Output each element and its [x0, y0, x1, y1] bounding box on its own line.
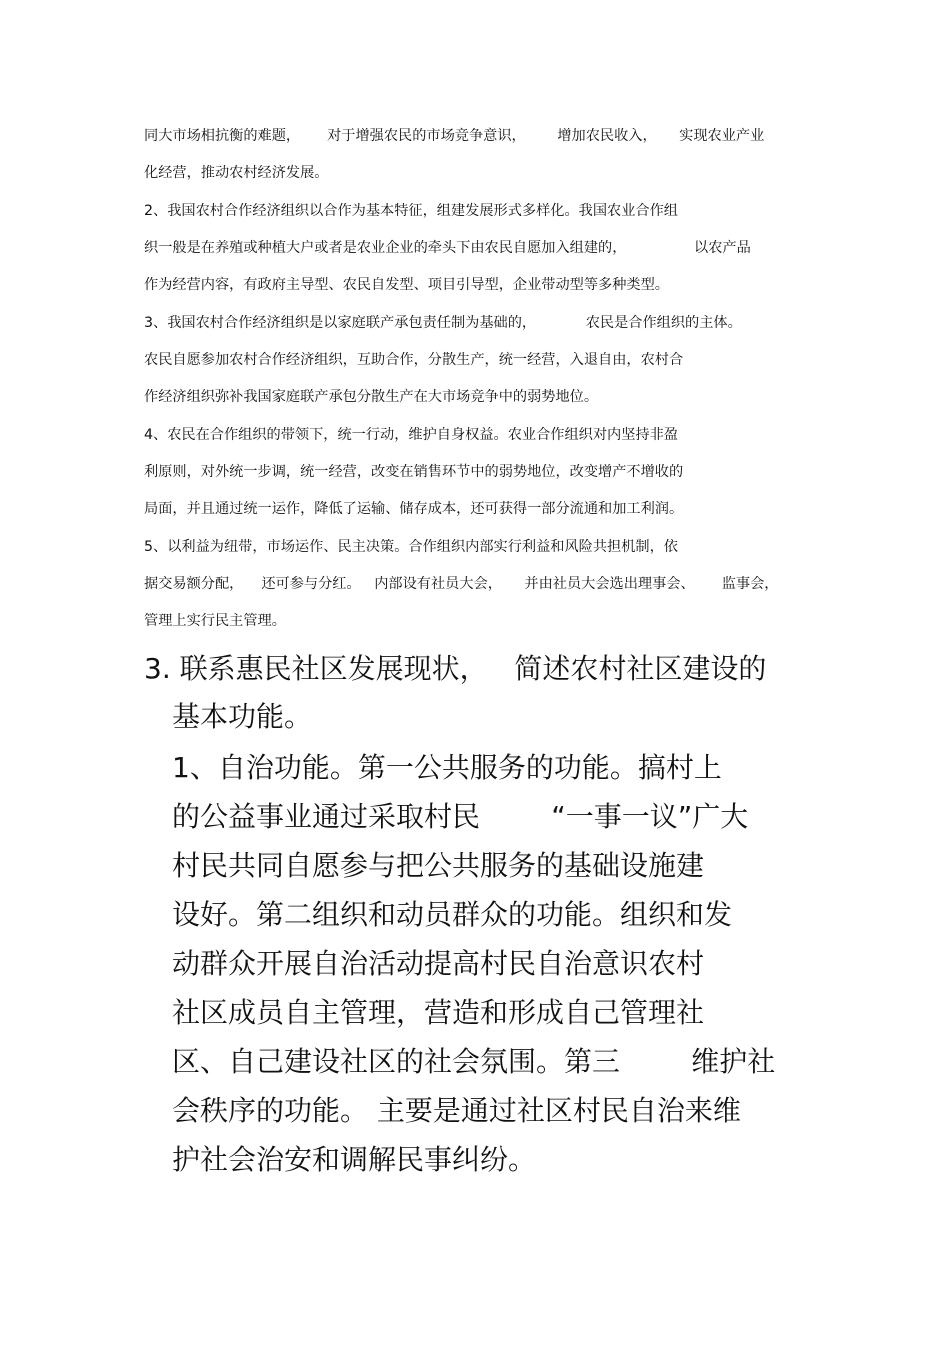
- answer-line: 护社会治安和调解民事纠纷。: [172, 1143, 537, 1176]
- answer-line: 动群众开展自治活动提高村民自治意识农村: [172, 947, 705, 980]
- paragraph-line: 5、以利益为纽带，市场运作、民主决策。合作组织内部实行利益和风险共担机制，依: [144, 539, 678, 555]
- paragraph-line: 4、农民在合作组织的带领下，统一行动，维护自身权益。农业合作组织对内坚持非盈: [144, 427, 678, 443]
- paragraph-line: 3、我国农村合作经济组织是以家庭联产承包责任制为基础的， 农民是合作组织的主体。: [144, 315, 742, 331]
- paragraph-line: 作经济组织弥补我国家庭联产承包分散生产在大市场竞争中的弱势地位。: [144, 389, 599, 405]
- paragraph-line: 2、我国农村合作经济组织以合作为基本特征，组建发展形式多样化。我国农业合作组: [144, 203, 678, 219]
- question-heading: 3. 联系惠民社区发展现状， 简述农村社区建设的: [144, 652, 767, 685]
- paragraph-line: 化经营，推动农村经济发展。: [144, 165, 329, 181]
- paragraph-line: 织一般是在养殖或种植大户或者是农业企业的牵头下由农民自愿加入组建的， 以农产品: [144, 240, 751, 256]
- question-heading: 基本功能。: [172, 700, 313, 733]
- answer-line: 设好。第二组织和动员群众的功能。组织和发: [172, 898, 733, 931]
- paragraph-line: 农民自愿参加农村合作经济组织，互助合作，分散生产，统一经营，入退自由，农村合: [144, 352, 684, 368]
- paragraph-line: 据交易额分配， 还可参与分红。 内部设有社员大会， 并由社员大会选出理事会、 监事会，: [144, 576, 779, 592]
- answer-line: 会秩序的功能。 主要是通过社区村民自治来维: [172, 1094, 741, 1127]
- paragraph-line: 利原则，对外统一步调，统一经营，改变在销售环节中的弱势地位，改变增产不增收的: [144, 464, 684, 480]
- paragraph-line: 同大市场相抗衡的难题， 对于增强农民的市场竞争意识， 增加农民收入， 实现农业产业: [144, 128, 765, 144]
- answer-line: 1、自治功能。第一公共服务的功能。搞村上: [172, 751, 722, 784]
- paragraph-line: 管理上实行民主管理。: [144, 613, 286, 629]
- answer-line: 村民共同自愿参与把公共服务的基础设施建: [172, 849, 705, 882]
- paragraph-line: 局面，并且通过统一运作，降低了运输、储存成本，还可获得一部分流通和加工利润。: [144, 501, 684, 517]
- answer-line: 社区成员自主管理，营造和形成自己管理社: [172, 996, 705, 1029]
- answer-line: 区、自己建设社区的社会氛围。第三 维护社: [172, 1045, 776, 1078]
- paragraph-line: 作为经营内容，有政府主导型、农民自发型、项目引导型，企业带动型等多种类型。: [144, 277, 669, 293]
- answer-line: 的公益事业通过采取村民 “一事一议”广大: [172, 800, 749, 833]
